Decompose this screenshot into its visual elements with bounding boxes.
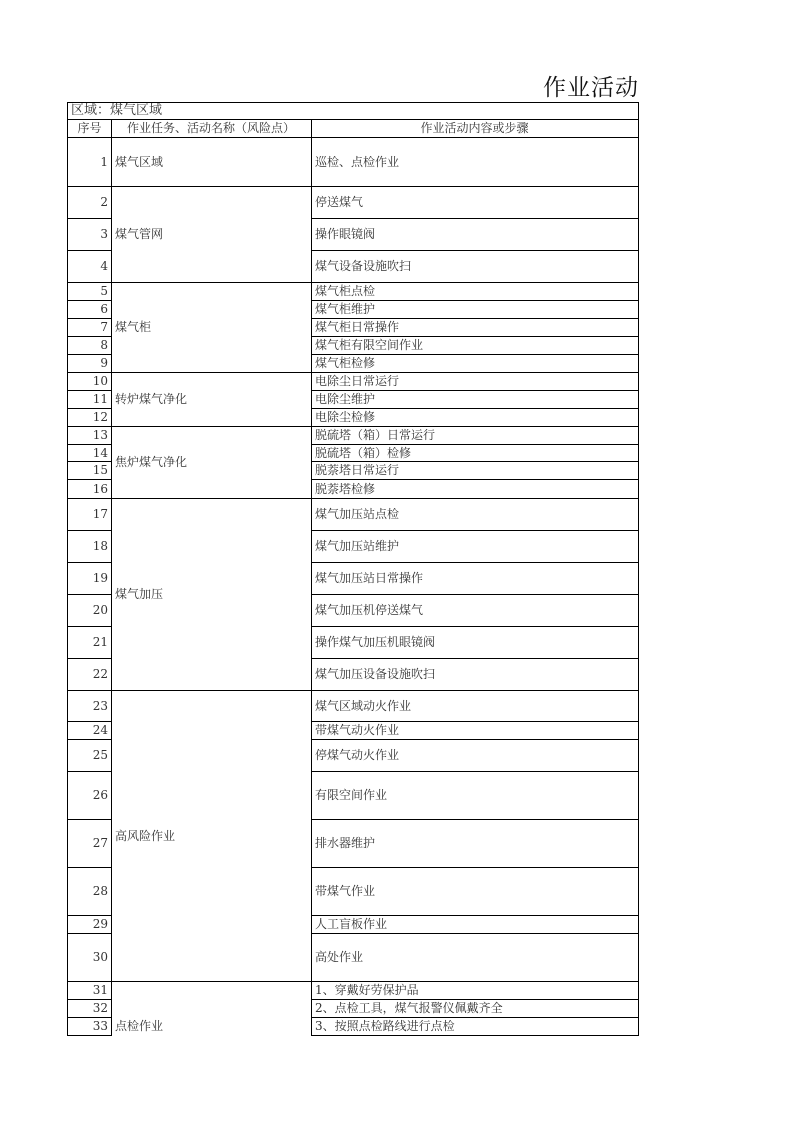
row-seq: 21 bbox=[67, 626, 112, 659]
row-seq: 1 bbox=[67, 137, 112, 187]
row-seq: 4 bbox=[67, 250, 112, 283]
group-task: 煤气加压 bbox=[112, 498, 311, 691]
row-content: 操作煤气加压机眼镜阀 bbox=[311, 626, 639, 659]
row-seq: 27 bbox=[67, 819, 112, 868]
row-seq: 14 bbox=[67, 444, 112, 462]
row-content: 高处作业 bbox=[311, 933, 639, 982]
group-task: 点检作业 bbox=[115, 1019, 164, 1033]
row-content: 带煤气作业 bbox=[311, 867, 639, 916]
group-task: 煤气区域 bbox=[112, 137, 311, 187]
row-content: 煤气加压设备设施吹扫 bbox=[311, 658, 639, 691]
row-content: 脱萘塔检修 bbox=[311, 479, 639, 499]
row-content: 电除尘检修 bbox=[311, 408, 639, 427]
row-seq: 19 bbox=[67, 562, 112, 595]
row-content: 带煤气动火作业 bbox=[311, 721, 639, 740]
activity-table bbox=[67, 102, 639, 1036]
row-seq: 11 bbox=[67, 390, 112, 409]
row-seq: 5 bbox=[67, 282, 112, 301]
row-content: 电除尘维护 bbox=[311, 390, 639, 409]
row-seq: 3 bbox=[67, 218, 112, 251]
row-seq: 16 bbox=[67, 479, 112, 499]
row-content: 停煤气动火作业 bbox=[311, 739, 639, 772]
row-content: 煤气加压站点检 bbox=[311, 498, 639, 531]
row-seq: 13 bbox=[67, 426, 112, 445]
row-seq: 30 bbox=[67, 933, 112, 982]
header-content: 作业活动内容或步骤 bbox=[311, 119, 639, 138]
group-task: 焦炉煤气净化 bbox=[112, 426, 311, 499]
row-content: 2、点检工具，煤气报警仪佩戴齐全 bbox=[311, 999, 639, 1018]
row-seq: 7 bbox=[67, 318, 112, 337]
row-content: 排水器维护 bbox=[311, 819, 639, 868]
row-content: 操作眼镜阀 bbox=[311, 218, 639, 251]
row-seq: 8 bbox=[67, 336, 112, 355]
row-seq: 10 bbox=[67, 372, 112, 391]
row-seq: 23 bbox=[67, 690, 112, 722]
row-seq: 28 bbox=[67, 867, 112, 916]
row-seq: 9 bbox=[67, 354, 112, 373]
row-seq: 6 bbox=[67, 300, 112, 319]
row-seq: 26 bbox=[67, 771, 112, 820]
row-seq: 29 bbox=[67, 915, 112, 934]
row-seq: 12 bbox=[67, 408, 112, 427]
row-seq: 15 bbox=[67, 461, 112, 480]
row-content: 有限空间作业 bbox=[311, 771, 639, 820]
row-content: 3、按照点检路线进行点检 bbox=[311, 1017, 639, 1036]
row-content: 1、穿戴好劳保护品 bbox=[311, 981, 639, 1000]
row-seq: 20 bbox=[67, 594, 112, 627]
row-content: 脱萘塔日常运行 bbox=[311, 461, 639, 480]
row-content: 煤气加压站维护 bbox=[311, 530, 639, 563]
row-content: 人工盲板作业 bbox=[311, 915, 639, 934]
row-content: 脱硫塔（箱）日常运行 bbox=[311, 426, 639, 445]
row-content: 煤气柜检修 bbox=[311, 354, 639, 373]
row-content: 煤气柜点检 bbox=[311, 282, 639, 301]
header-seq: 序号 bbox=[67, 119, 112, 138]
row-seq: 32 bbox=[67, 999, 112, 1018]
page-title: 作业活动 bbox=[543, 75, 639, 101]
row-seq: 33 bbox=[67, 1017, 112, 1036]
row-content: 电除尘日常运行 bbox=[311, 372, 639, 391]
row-content: 煤气设备设施吹扫 bbox=[311, 250, 639, 283]
row-content: 煤气区域动火作业 bbox=[311, 690, 639, 722]
row-seq: 17 bbox=[67, 498, 112, 531]
group-task: 煤气柜 bbox=[112, 282, 311, 373]
row-seq: 24 bbox=[67, 721, 112, 740]
row-content: 煤气柜有限空间作业 bbox=[311, 336, 639, 355]
row-content: 煤气柜日常操作 bbox=[311, 318, 639, 337]
row-content: 煤气加压站日常操作 bbox=[311, 562, 639, 595]
row-content: 巡检、点检作业 bbox=[311, 137, 639, 187]
row-content: 煤气加压机停送煤气 bbox=[311, 594, 639, 627]
row-seq: 2 bbox=[67, 186, 112, 219]
row-seq: 18 bbox=[67, 530, 112, 563]
region-label: 区域：煤气区域 bbox=[67, 102, 639, 120]
row-seq: 31 bbox=[67, 981, 112, 1000]
group-task: 高风险作业 bbox=[112, 690, 311, 982]
row-content: 煤气柜维护 bbox=[311, 300, 639, 319]
row-content: 停送煤气 bbox=[311, 186, 639, 219]
row-seq: 25 bbox=[67, 739, 112, 772]
group-task: 转炉煤气净化 bbox=[112, 372, 311, 427]
row-seq: 22 bbox=[67, 658, 112, 691]
row-content: 脱硫塔（箱）检修 bbox=[311, 444, 639, 462]
header-task: 作业任务、活动名称（风险点） bbox=[111, 119, 312, 138]
group-task: 煤气管网 bbox=[112, 186, 311, 283]
